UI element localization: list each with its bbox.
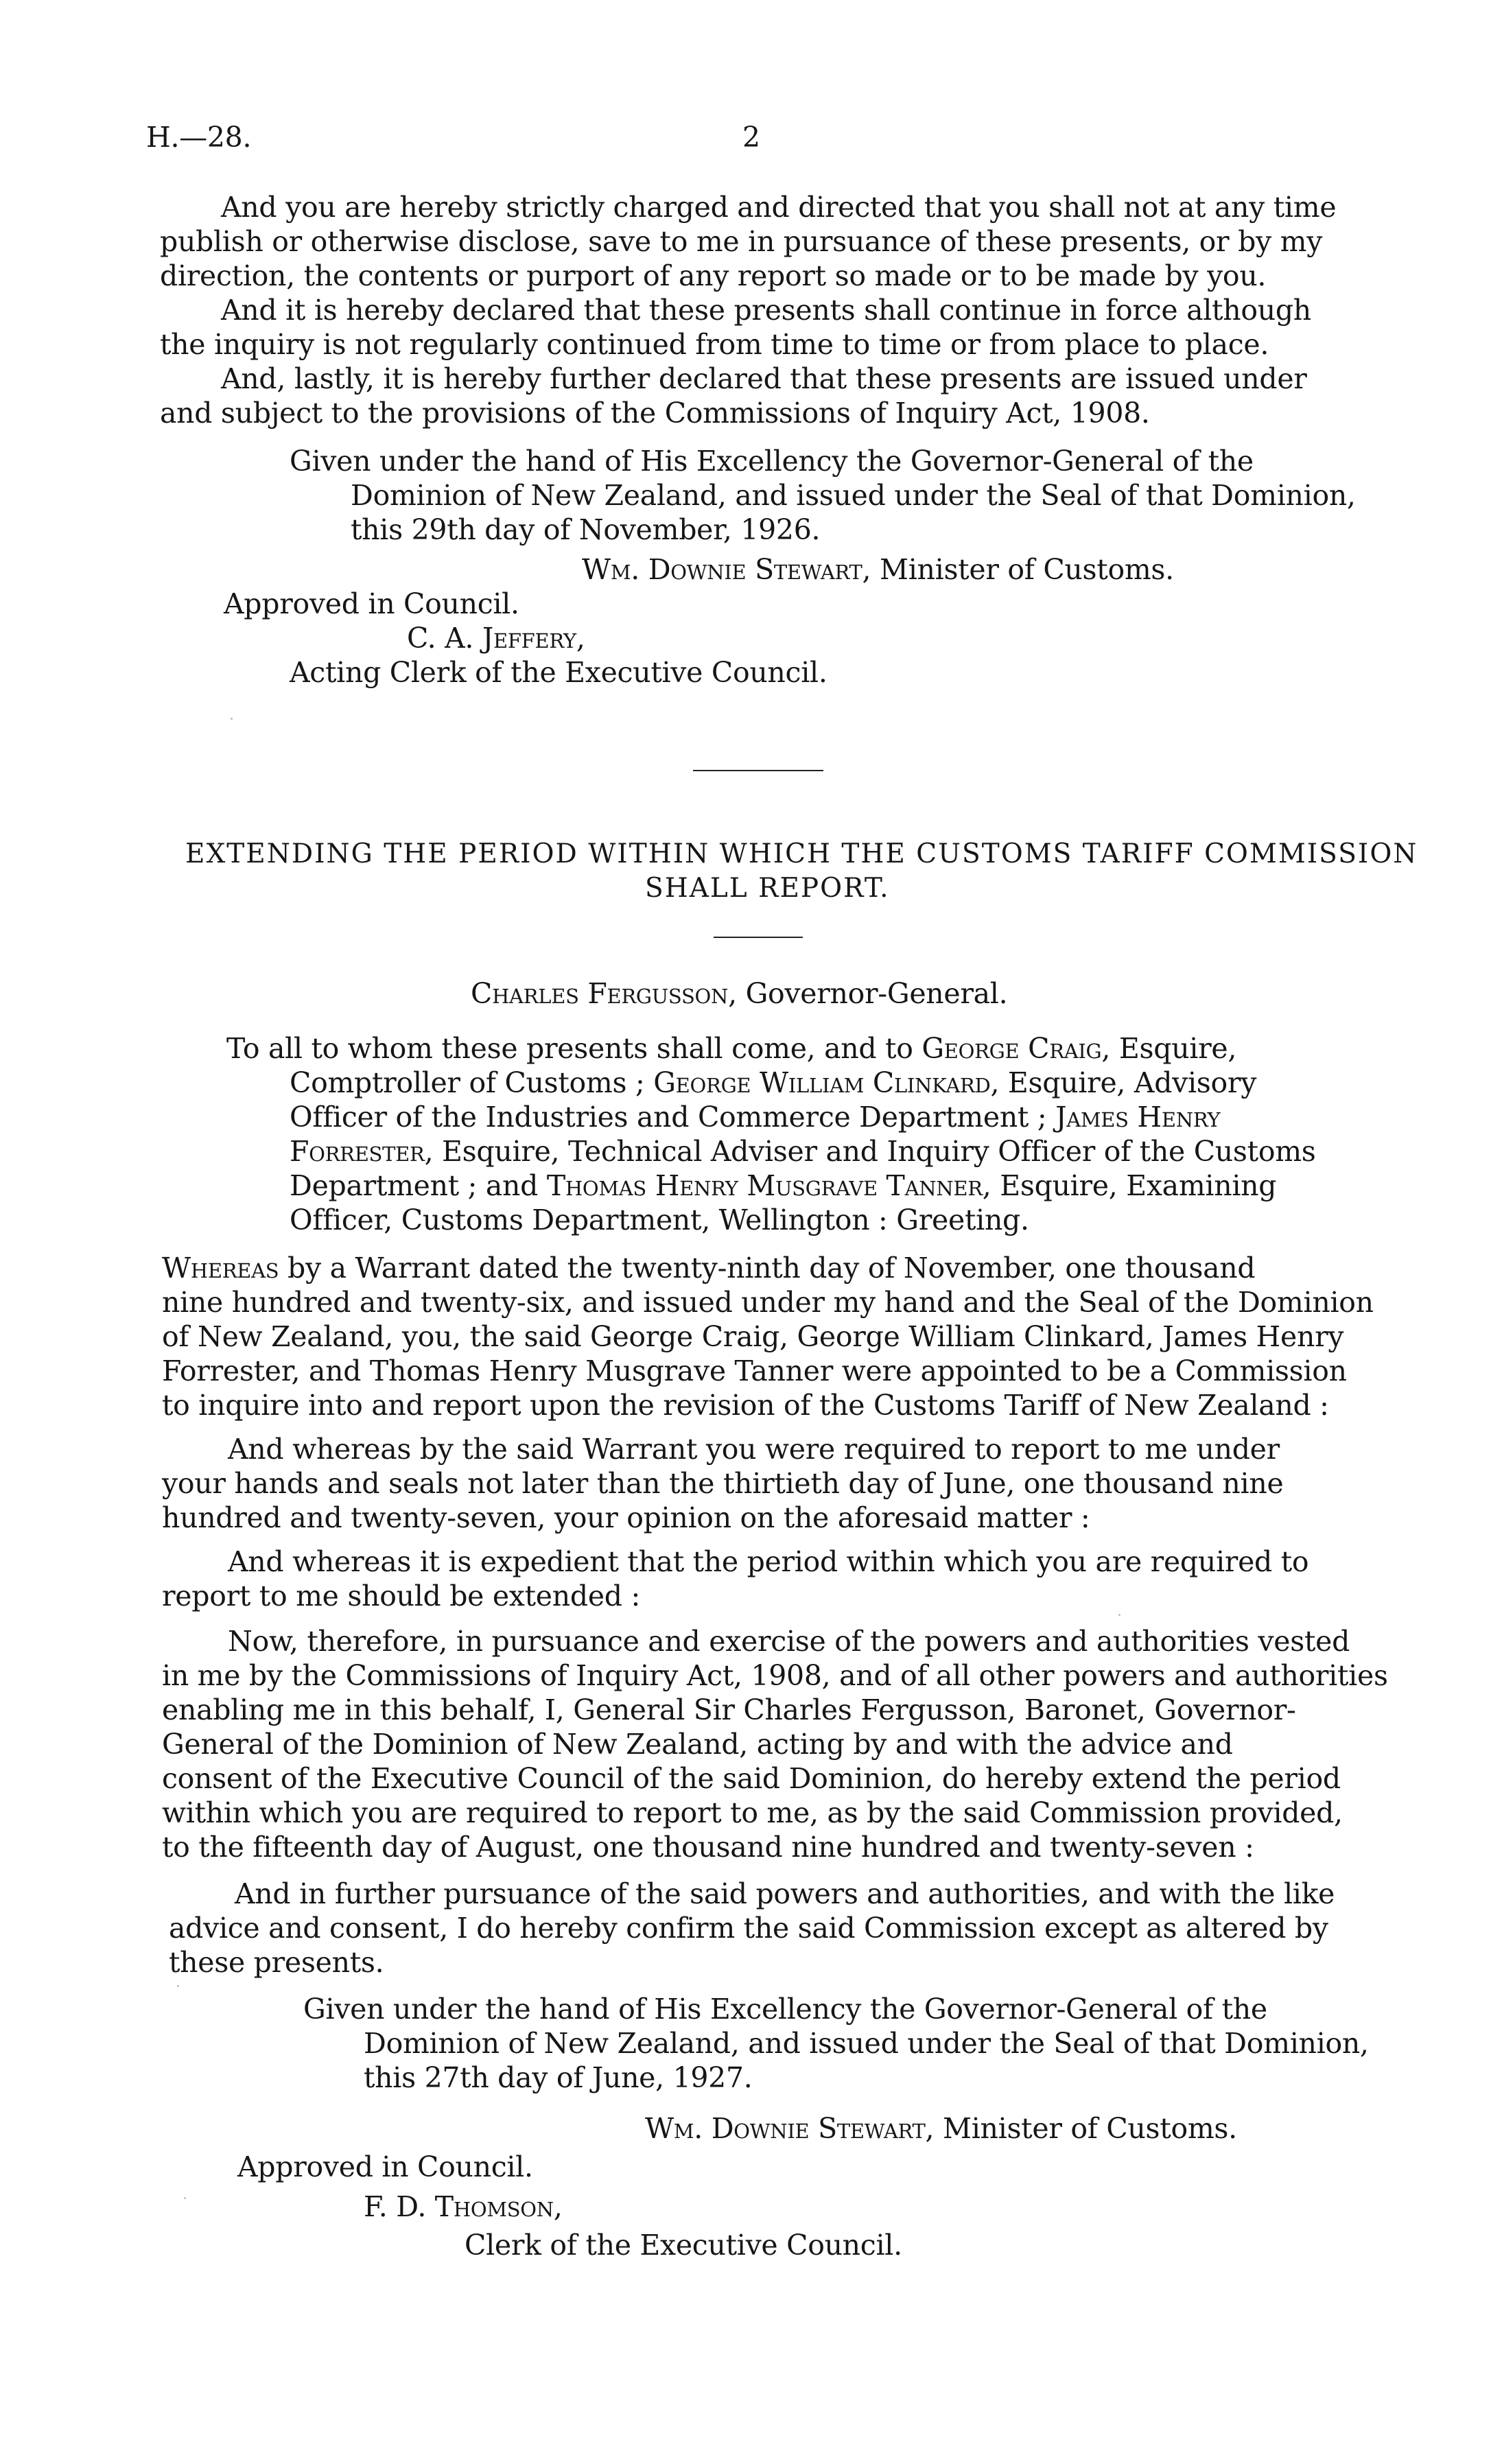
- section-heading: EXTENDING THE PERIOD WITHIN WHICH THE CUSTOMS TARIFF COMMISSION: [185, 838, 1418, 869]
- minister-name: Wm. Downie Stewart,: [582, 553, 871, 586]
- scan-speck: [1118, 1614, 1120, 1616]
- body-line: of New Zealand, you, the said George Craig, George William Clinkard, James Henry: [162, 1320, 1344, 1353]
- governor-name: Charles Fergusson,: [471, 977, 737, 1010]
- body-line: direction, the contents or purport of any report so made or to be made by you.: [160, 259, 1267, 292]
- body-line: Now, therefore, in pursuance and exercise of the powers and authorities vested: [228, 1625, 1350, 1658]
- address-line: [226, 1032, 1237, 1065]
- body-line: General of the Dominion of New Zealand, acting by and with the advice and: [162, 1728, 1233, 1761]
- governor-title: Governor-General.: [745, 977, 1008, 1010]
- body-line: And it is hereby declared that these presents shall continue in force although: [221, 294, 1311, 327]
- body-line: advice and consent, I do hereby confirm the said Commission except as altered by: [169, 1912, 1328, 1945]
- body-line: enabling me in this behalf, I, General Sir Charles Fergusson, Baronet, Governor-: [162, 1693, 1296, 1726]
- page-number: 2: [742, 121, 760, 154]
- address-text: Esquire, Advisory: [999, 1066, 1257, 1099]
- body-line: Forrester, and Thomas Henry Musgrave Tanner were appointed to be a Commission: [162, 1354, 1347, 1387]
- address-line: [290, 1066, 1257, 1099]
- body-line: And, lastly, it is hereby further declared that these presents are issued under: [221, 362, 1307, 395]
- minister-title: Minister of Customs.: [943, 2112, 1237, 2145]
- body-line: And whereas it is expedient that the period within which you are required to: [228, 1545, 1309, 1578]
- clerk-title: Acting Clerk of the Executive Council.: [290, 656, 827, 689]
- whereas-line: [162, 1254, 1255, 1282]
- body-line: these presents.: [169, 1946, 384, 1979]
- heading-divider: [714, 937, 803, 938]
- address-name: George Craig,: [921, 1032, 1111, 1065]
- approved-in-council: Approved in Council.: [224, 587, 519, 620]
- minister-signature: [582, 553, 1174, 586]
- address-text: Esquire, Examining: [991, 1169, 1277, 1202]
- address-name: George William Clinkard,: [653, 1066, 1000, 1099]
- body-line: to inquire into and report upon the revision of the Customs Tariff of New Zealand :: [162, 1389, 1329, 1422]
- address-text: Comptroller of Customs ;: [290, 1066, 654, 1099]
- body-line: within which you are required to report to me, as by the said Commission provided,: [162, 1796, 1343, 1829]
- approved-in-council: Approved in Council.: [237, 2150, 533, 2183]
- address-line: Officer, Customs Department, Wellington : Greeting.: [290, 1204, 1029, 1236]
- body-line: nine hundred and twenty-six, and issued under my hand and the Seal of the Dominion: [162, 1286, 1374, 1319]
- address-name: Forrester,: [290, 1135, 434, 1168]
- clerk-name: C. A. Jeffery,: [407, 622, 585, 655]
- body-line: And in further pursuance of the said powers and authorities, and with the like: [235, 1877, 1335, 1910]
- address-text: Esquire, Technical Adviser and Inquiry Officer of the Customs: [433, 1135, 1316, 1168]
- paper-number: H.—28.: [146, 121, 252, 154]
- given-line: Dominion of New Zealand, and issued under the Seal of that Dominion,: [351, 479, 1356, 512]
- section-divider: [693, 770, 823, 771]
- section-heading: SHALL REPORT.: [645, 873, 890, 904]
- address-text: Department ; and: [290, 1169, 547, 1202]
- body-line: hundred and twenty-seven, your opinion on the aforesaid matter :: [162, 1501, 1090, 1534]
- clerk-title: Clerk of the Executive Council.: [465, 2229, 902, 2262]
- given-line: Given under the hand of His Excellency the Governor-General of the: [303, 1993, 1267, 2026]
- body-line: to the fifteenth day of August, one thousand nine hundred and twenty-seven :: [162, 1831, 1254, 1864]
- address-name: Thomas Henry Musgrave Tanner,: [546, 1169, 991, 1202]
- given-line: this 29th day of November, 1926.: [351, 513, 821, 546]
- address-line: [290, 1169, 1277, 1202]
- address-name: James Henry: [1055, 1101, 1221, 1134]
- body-line: consent of the Executive Council of the said Dominion, do hereby extend the period: [162, 1762, 1341, 1795]
- clerk-name: F. D. Thomson,: [364, 2190, 563, 2223]
- body-line: And you are hereby strictly charged and directed that you shall not at any time: [221, 191, 1337, 224]
- given-line: Dominion of New Zealand, and issued under the Seal of that Dominion,: [364, 2027, 1369, 2060]
- whereas-text: by a Warrant dated the twenty-ninth day of November, one thousand: [279, 1252, 1256, 1284]
- governor-general-line: [471, 977, 1008, 1010]
- body-line: And whereas by the said Warrant you were required to report to me under: [228, 1433, 1280, 1466]
- scan-speck: [184, 2197, 186, 2199]
- scan-speck: [231, 718, 233, 720]
- given-line: this 27th day of June, 1927.: [364, 2061, 753, 2094]
- whereas-word: Whereas: [162, 1252, 279, 1284]
- address-text: Esquire,: [1110, 1032, 1237, 1065]
- minister-signature: [645, 2112, 1237, 2145]
- body-line: the inquiry is not regularly continued from time to time or from place to place.: [160, 328, 1269, 361]
- given-line: Given under the hand of His Excellency the Governor-General of the: [290, 445, 1254, 478]
- minister-title: Minister of Customs.: [880, 553, 1174, 586]
- body-line: your hands and seals not later than the thirtieth day of June, one thousand nine: [162, 1467, 1284, 1500]
- body-line: and subject to the provisions of the Commissions of Inquiry Act, 1908.: [160, 397, 1150, 430]
- address-line: [290, 1135, 1316, 1168]
- body-line: in me by the Commissions of Inquiry Act, 1908, and of all other powers and authorities: [162, 1659, 1388, 1692]
- address-line: [290, 1101, 1221, 1134]
- scan-speck: [177, 1985, 179, 1987]
- address-text: Officer of the Industries and Commerce Department ;: [290, 1101, 1056, 1134]
- minister-name: Wm. Downie Stewart,: [645, 2112, 935, 2145]
- body-line: report to me should be extended :: [162, 1580, 640, 1612]
- body-line: publish or otherwise disclose, save to me in pursuance of these presents, or by my: [160, 225, 1323, 258]
- address-text: To all to whom these presents shall come, and to: [226, 1032, 922, 1065]
